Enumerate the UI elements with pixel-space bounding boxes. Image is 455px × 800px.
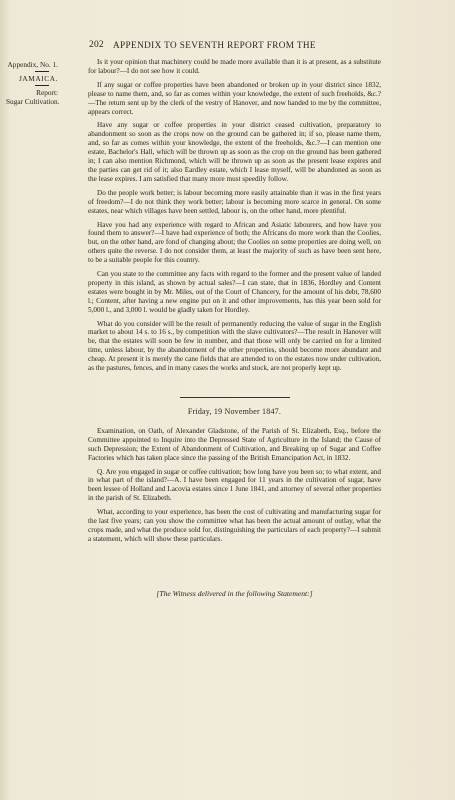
margin-report-label: Report:: [36, 88, 58, 97]
margin-report-subject: Sugar Cultivation.: [6, 97, 60, 106]
paragraph: What, according to your experience, has been the cost of cultivating and manufacturing sugar for the last five years; can you show the committee what has been the actual amount of outlay, what the crops made, and what the produce sold for, distinguishing the particulars of each property?—I submit a statement, which will show these particulars.: [88, 508, 381, 543]
paragraph: If any sugar or coffee properties have been abandoned or broken up in your district since 1832, please to name them, and, so far as comes within your knowledge, the extent of such freeholds, &c.?—The return sent up by the clerk of the vestry of Hanover, and now handed to me by the committee, appears correct.: [88, 80, 381, 116]
examination-paragraph: Examination, on Oath, of Alexander Gladstone, of the Parish of St. Elizabeth, Esq., before the Committee appointed to Inquire into the Depressed State of Agriculture in the Island; the Cause of such Depression; the Extent of Abandonment of Cultivation, and Breaking up of Sugar and Coffee Factories which has taken place since the passing of the British Emancipation Act, in 1832.: [88, 426, 381, 462]
date-line: Friday, 19 November 1847.: [187, 407, 282, 416]
paragraph: Have any sugar or coffee properties in your district ceased cultivation, preparatory to abandonment so soon as the crops now on the ground can be gathered in; if so, please name them, and, so far as comes within your knowledge, the extent of the freeholds, &c.?—I can mention one estate, Bachelor's Hall, which will be thrown up as soon as the crop on the ground has been gathered in; I can also mention Richmond, which will be thrown up as soon as the present lease expires and the parties can get rid of it; also Eardley estate, which I lease myself, will be abandoned as soon as the lease expires. I am satisfied that many more must speedily follow.: [88, 121, 381, 183]
statement-note: [The Witness delivered in the following Statement:]: [156, 588, 313, 598]
running-head: APPENDIX TO SEVENTH REPORT FROM THE: [113, 40, 316, 50]
paragraph: Is it your opinion that machinery could be made more available than it is at present, as a substitute for labour?—I do not see how it could.: [88, 58, 381, 75]
margin-rule: [35, 85, 49, 86]
margin-rule: [35, 71, 49, 72]
paragraph: Do the people work better; is labour becoming more easily attainable than it was in the first years of freedom?—I do not think they work better; labour is becoming more scarce in general. On some estates, near which villages have been settled, labour is, on the other hand, more plentiful.: [88, 188, 381, 215]
paragraph: Q. Are you engaged in sugar or coffee cultivation; how long have you been so; to what extent, and in what part of the island?—A. I have been engaged for 11 years in the cultivation of sugar, have been lessee of Holland and Lacovia estates since 1 June 1841, and attorney of several other properties in the parish of St. Elizabeth.: [88, 467, 381, 503]
paragraph: Can you state to the committee any facts with regard to the former and the present value of landed property in this island, as shown by actual sales?—I can state, that in 1836, Hordley and Content estates were bought in by Mr. Miles, out of the Court of Chancery, for the amount of his debt, 78,600 l.; Content, after having a new engine put on it and other improvements, has this year been sold for 5,000 l., and 3,000 l. would be gladly taken for Hordley.: [88, 270, 381, 314]
margin-jamaica: JAMAICA.: [18, 74, 58, 83]
margin-appendix: Appendix, No. 1.: [7, 60, 58, 69]
body-text: [88, 58, 381, 599]
margin-notes: [6, 60, 58, 106]
page-header: [0, 40, 455, 52]
paragraph: Have you had any experience with regard to African and Asiatic labourers, and how have you found them to answer?—I have had experience of both; the Africans do more work than the Coolies, but, on the other hand, are fond of changing about; the Coolies on some properties are doing well, on others quite the reverse. I do not consider them, at least the majority of such as have been sent here, to be a suitable people for this country.: [88, 220, 381, 265]
paragraph: What do you consider will be the result of permanently reducing the value of sugar in the English market to about 14 s. to 16 s., by competition with the slave cultivators?—The result in Hanover will be, that the estates will soon be few in number, and that those will only be carried on for a limited time, unless labour, by the abandonment of the other properties, should become more abundant and cheap. At present it is merely the cane fields that are attended to on the estates now under cultivation, as the pastures, fences, and in many cases the works and stock, are not properly kept up.: [88, 319, 381, 373]
page-number: 202: [89, 40, 104, 50]
section-divider: [180, 397, 290, 398]
